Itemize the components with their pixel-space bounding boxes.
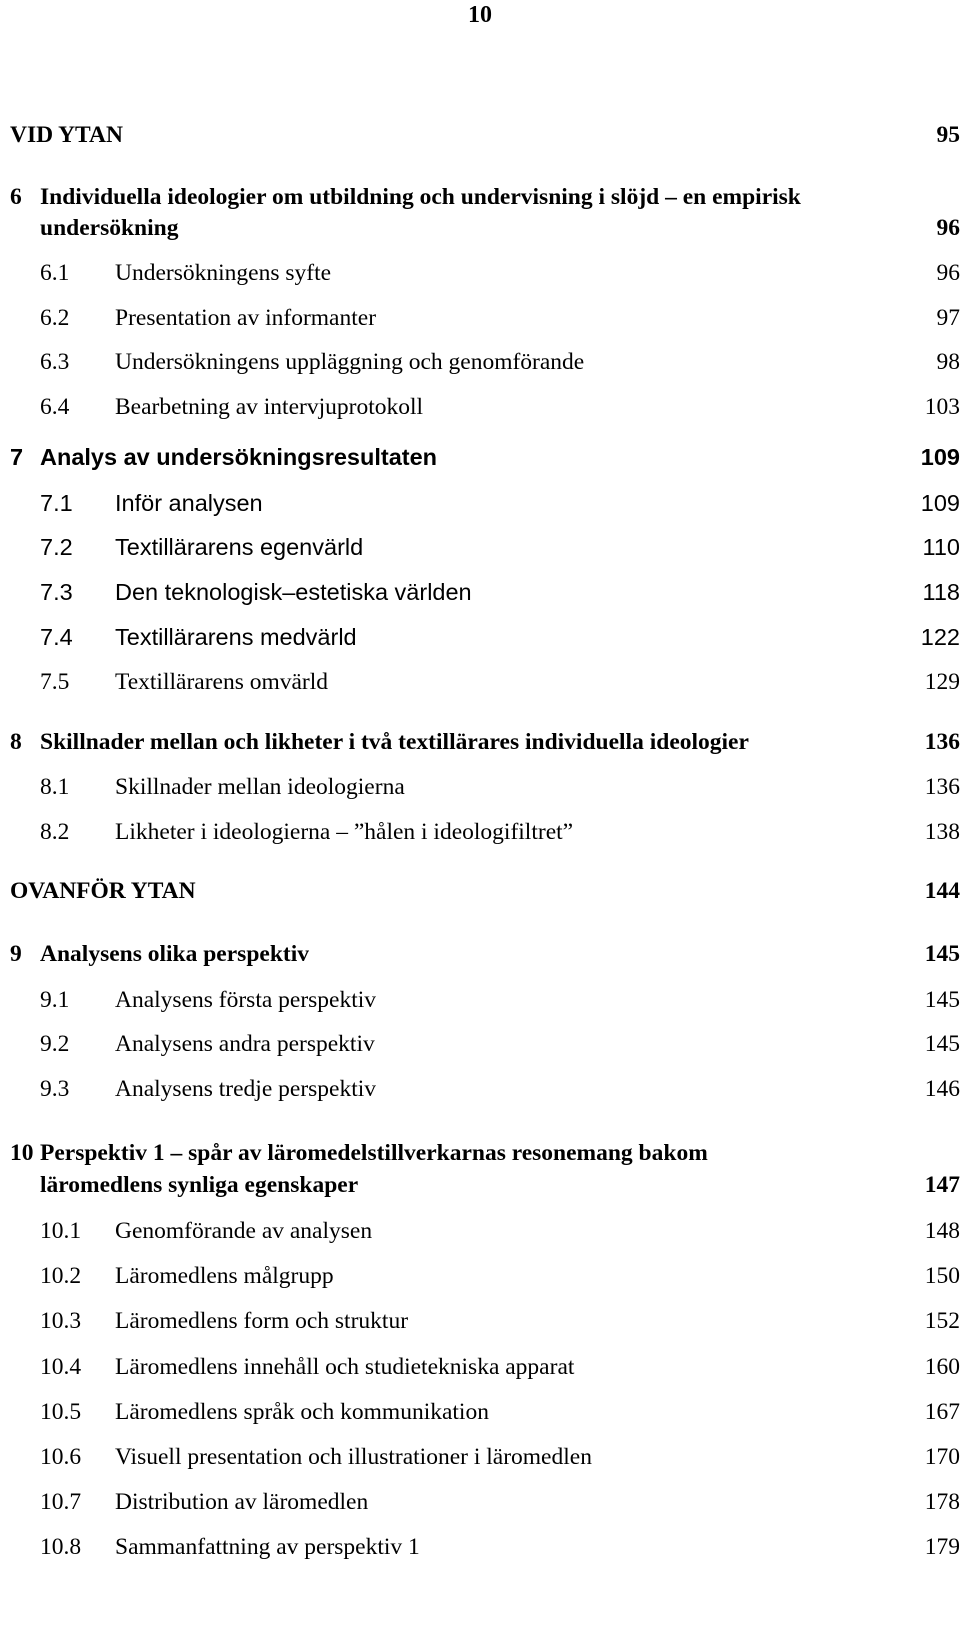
toc-page: 145 xyxy=(924,941,960,967)
toc-title: OVANFÖR YTAN xyxy=(10,878,196,904)
toc-title: Visuell presentation och illustrationer i läromedlen xyxy=(115,1444,592,1470)
toc-page: 97 xyxy=(936,305,960,331)
toc-title: Bearbetning av intervjuprotokoll xyxy=(115,394,424,420)
toc-page: 95 xyxy=(936,122,960,148)
toc-title: Distribution av läromedlen xyxy=(115,1489,369,1515)
toc-page: 98 xyxy=(936,349,960,375)
toc-title: Undersökningens syfte xyxy=(115,260,332,286)
toc-number: 9.3 xyxy=(40,1076,70,1102)
toc-page: 122 xyxy=(920,624,960,650)
toc-page: 146 xyxy=(924,1076,960,1102)
toc-title: Analysens tredje perspektiv xyxy=(115,1076,377,1102)
toc-page: 152 xyxy=(924,1308,960,1334)
toc-title: Presentation av informanter xyxy=(115,305,377,331)
toc-page: 178 xyxy=(924,1489,960,1515)
toc-number: 6 xyxy=(10,184,22,210)
toc-title: Textillärarens egenvärld xyxy=(115,534,364,560)
toc-page: 148 xyxy=(924,1218,960,1244)
toc-number: 7.2 xyxy=(40,534,73,560)
toc-page: 167 xyxy=(924,1399,960,1425)
toc-title: Genomförande av analysen xyxy=(115,1218,373,1244)
toc-number: 8.1 xyxy=(40,774,70,800)
toc-title: Textillärarens medvärld xyxy=(115,624,357,650)
toc-page: 110 xyxy=(922,534,960,560)
toc-title: Sammanfattning av perspektiv 1 xyxy=(115,1534,420,1560)
toc-number: 10.4 xyxy=(40,1354,82,1380)
toc-page: 144 xyxy=(924,878,960,904)
toc-page: 160 xyxy=(924,1354,960,1380)
toc-number: 6.4 xyxy=(40,394,70,420)
toc-number: 10 xyxy=(10,1140,34,1166)
toc-page: 96 xyxy=(936,215,960,241)
toc-page: 136 xyxy=(924,729,960,755)
toc-number: 10.7 xyxy=(40,1489,82,1515)
toc-page: 138 xyxy=(924,819,960,845)
toc-page: 96 xyxy=(936,260,960,286)
toc-title: Läromedlens innehåll och studietekniska apparat xyxy=(115,1354,575,1380)
toc-number: 8.2 xyxy=(40,819,70,845)
toc-page: 103 xyxy=(924,394,960,420)
toc-number: 6.1 xyxy=(40,260,70,286)
toc-page: 109 xyxy=(920,444,960,470)
toc-number: 9.1 xyxy=(40,987,70,1013)
toc-page: 129 xyxy=(924,669,960,695)
toc-title: Analysens andra perspektiv xyxy=(115,1031,375,1057)
toc-page: 179 xyxy=(924,1534,960,1560)
toc-title: Skillnader mellan ideologierna xyxy=(115,774,405,800)
toc-number: 6.3 xyxy=(40,349,70,375)
toc-number: 10.5 xyxy=(40,1399,82,1425)
toc-number: 10.6 xyxy=(40,1444,82,1470)
toc-page: 145 xyxy=(924,987,960,1013)
toc-title: Skillnader mellan och likheter i två textillärares individuella ideologier xyxy=(40,729,749,755)
toc-title: Den teknologisk–estetiska världen xyxy=(115,579,472,605)
toc-title: Likheter i ideologierna – ”hålen i ideologifiltret” xyxy=(115,819,574,845)
toc-number: 7 xyxy=(10,444,24,470)
toc-title-line-1: Perspektiv 1 – spår av läromedelstillverkarnas resonemang bakom xyxy=(40,1140,708,1166)
toc-number: 10.1 xyxy=(40,1218,82,1244)
toc-page: 136 xyxy=(924,774,960,800)
toc-page: 109 xyxy=(920,490,960,516)
toc-title: Läromedlens språk och kommunikation xyxy=(115,1399,489,1425)
toc-number: 9 xyxy=(10,941,22,967)
toc-number: 7.4 xyxy=(40,624,73,650)
toc-page: 150 xyxy=(924,1263,960,1289)
table-of-contents xyxy=(10,0,960,1636)
toc-title: Analys av undersökningsresultaten xyxy=(40,444,438,470)
toc-number: 10.2 xyxy=(40,1263,82,1289)
toc-page: 170 xyxy=(924,1444,960,1470)
toc-title: VID YTAN xyxy=(10,122,123,148)
toc-title: Analysens olika perspektiv xyxy=(40,941,309,967)
toc-title-line-2: läromedlens synliga egenskaper xyxy=(40,1172,359,1198)
toc-page: 145 xyxy=(924,1031,960,1057)
toc-number: 9.2 xyxy=(40,1031,70,1057)
toc-title: Analysens första perspektiv xyxy=(115,987,377,1013)
toc-title-line-1: Individuella ideologier om utbildning och undervisning i slöjd – en empirisk xyxy=(40,184,801,210)
toc-title: Läromedlens form och struktur xyxy=(115,1308,409,1334)
toc-number: 8 xyxy=(10,729,22,755)
toc-title: Textillärarens omvärld xyxy=(115,669,329,695)
toc-title: Inför analysen xyxy=(115,490,263,516)
toc-title-line-2: undersökning xyxy=(40,215,179,241)
toc-number: 7.1 xyxy=(40,490,73,516)
toc-number: 7.3 xyxy=(40,579,73,605)
toc-number: 7.5 xyxy=(40,669,70,695)
toc-number: 10.8 xyxy=(40,1534,82,1560)
toc-page: 118 xyxy=(922,579,960,605)
page-number: 10 xyxy=(468,2,492,28)
toc-page: 147 xyxy=(924,1172,960,1198)
toc-number: 10.3 xyxy=(40,1308,82,1334)
toc-title: Undersökningens uppläggning och genomförande xyxy=(115,349,585,375)
toc-title: Läromedlens målgrupp xyxy=(115,1263,334,1289)
toc-number: 6.2 xyxy=(40,305,70,331)
